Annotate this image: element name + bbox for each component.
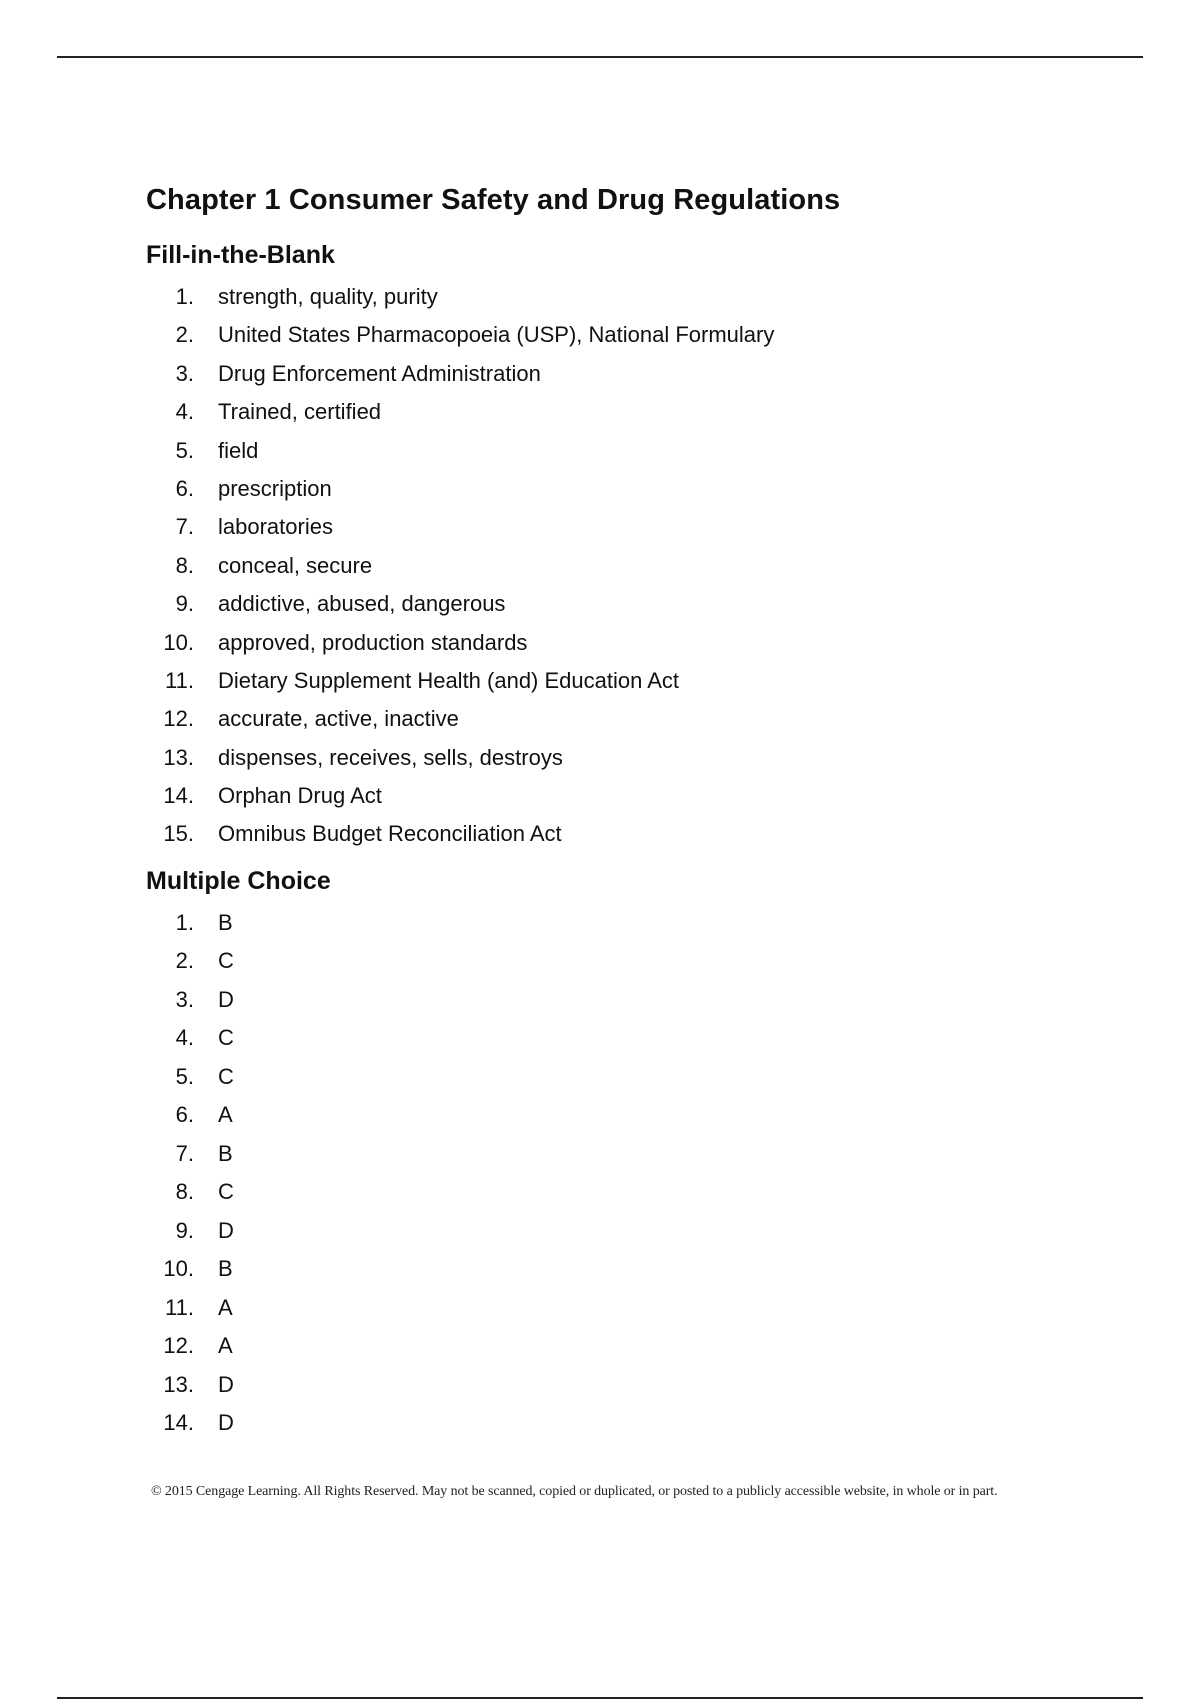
list-item [146,1058,1146,1097]
item-number: 2. [175,948,194,974]
list-item [146,624,1146,662]
list-item [146,508,1146,546]
item-answer: Dietary Supplement Health (and) Education Act [218,667,680,693]
item-number: 14. [163,1410,194,1436]
item-answer: A [218,1333,233,1359]
list-item [146,1327,1146,1366]
item-number: 10. [163,629,194,655]
item-number: 3. [175,986,194,1012]
list-item [146,1289,1146,1328]
item-answer: strength, quality, purity [218,284,438,309]
item-number: 1. [175,909,194,935]
item-answer: Omnibus Budget Reconciliation Act [218,821,562,847]
item-answer: D [218,1217,234,1243]
item-answer: C [218,1025,234,1051]
multiple-choice-list [146,904,1146,1443]
item-number: 8. [175,1179,194,1205]
list-item [146,1135,1146,1174]
item-answer: approved, production standards [218,629,528,655]
item-number: 6. [175,475,194,501]
item-answer: conceal, secure [218,552,373,578]
page-title: Chapter 1 Consumer Safety and Drug Regulations [146,184,841,216]
list-item [146,585,1146,623]
list-item [146,393,1146,431]
item-answer: D [218,986,234,1012]
list-item [146,942,1146,981]
list-item [146,316,1146,354]
item-number: 9. [175,1217,194,1243]
item-answer: B [218,909,233,935]
item-number: 3. [175,360,194,386]
list-item [146,815,1146,853]
item-answer: B [218,1256,233,1282]
item-number: 11. [165,667,194,693]
item-number: 6. [175,1102,194,1128]
item-answer: B [218,1140,233,1166]
item-number: 7. [175,514,194,540]
list-item [146,700,1146,738]
item-answer: addictive, abused, dangerous [218,591,506,617]
list-item [146,1019,1146,1058]
item-number: 5. [175,1063,194,1089]
item-number: 14. [163,783,194,809]
item-number: 10. [163,1256,194,1282]
item-answer: A [218,1102,233,1128]
item-answer: C [218,1063,234,1089]
list-item [146,1366,1146,1405]
item-answer: C [218,948,234,974]
item-answer: laboratories [218,514,333,540]
item-answer: prescription [218,475,332,501]
item-number: 8. [175,552,194,578]
list-item [146,739,1146,777]
list-item [146,662,1146,700]
item-number: 2. [175,322,194,348]
top-rule [57,56,1143,58]
list-item [146,1173,1146,1212]
item-answer: field [218,437,259,463]
item-number: 11. [165,1294,194,1320]
item-answer: A [218,1294,233,1320]
list-item [146,470,1146,508]
copyright-notice: © 2015 Cengage Learning. All Rights Reserved. May not be scanned, copied or duplicated, or posted to a publicly accessible website, in whole or in part. [151,1484,998,1499]
item-answer: United States Pharmacopoeia (USP), National Formulary [218,322,775,348]
item-answer: Trained, certified [218,399,382,425]
list-item [146,355,1146,393]
item-number: 13. [163,1371,194,1397]
item-number: 4. [175,399,194,425]
list-item [146,1212,1146,1251]
list-item [146,777,1146,815]
multiple-choice-heading: Multiple Choice [146,866,331,895]
page-content [146,180,1146,1443]
item-answer: D [218,1410,234,1436]
item-answer: accurate, active, inactive [218,706,459,732]
fill-in-the-blank-heading: Fill-in-the-Blank [146,241,335,269]
item-number: 15. [163,821,194,847]
item-number: 7. [175,1140,194,1166]
bottom-rule [57,1697,1143,1699]
list-item [146,1250,1146,1289]
list-item [146,1404,1146,1443]
item-answer: Orphan Drug Act [218,783,382,809]
item-answer: Drug Enforcement Administration [218,360,541,386]
item-number: 5. [175,437,194,463]
item-number: 13. [163,744,194,770]
list-item [146,278,1146,316]
list-item [146,981,1146,1020]
item-answer: C [218,1179,234,1205]
list-item [146,547,1146,585]
list-item [146,1096,1146,1135]
list-item [146,432,1146,470]
fill-in-the-blank-list [146,278,1146,854]
item-number: 1. [175,284,194,309]
item-number: 12. [163,1333,194,1359]
item-number: 4. [175,1025,194,1051]
item-answer: D [218,1371,234,1397]
item-number: 9. [175,591,194,617]
item-answer: dispenses, receives, sells, destroys [218,744,563,770]
list-item [146,904,1146,943]
item-number: 12. [163,706,194,732]
